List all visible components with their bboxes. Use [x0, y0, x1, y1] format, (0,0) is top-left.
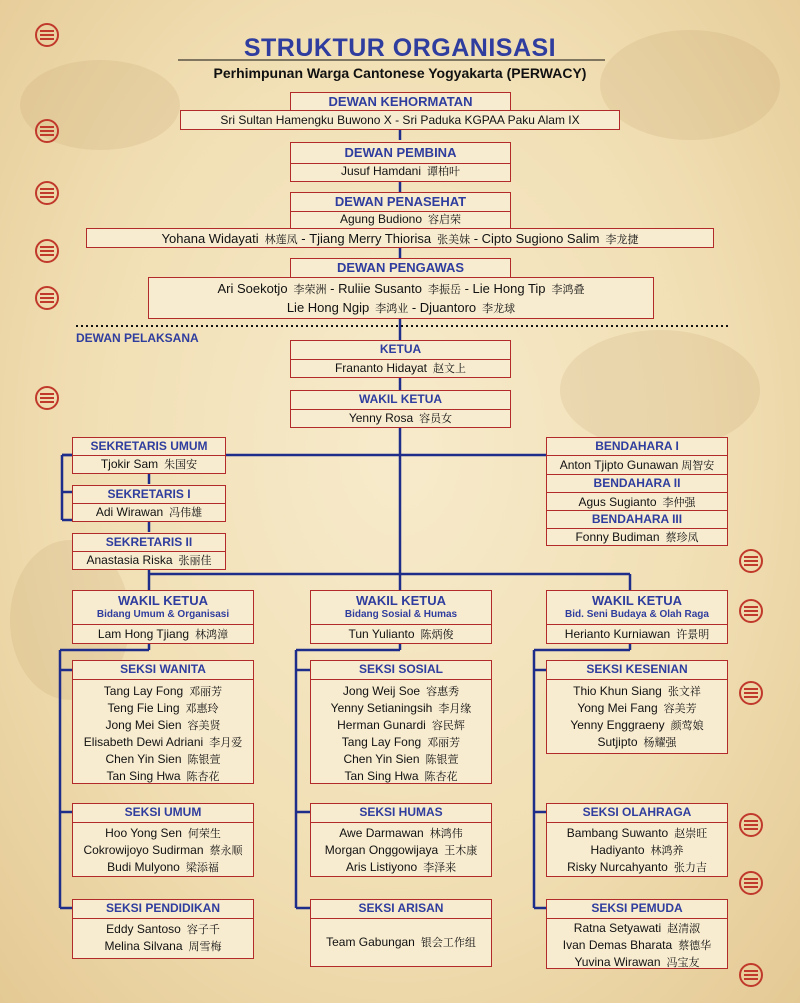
- dewan-penasehat-members: [87, 231, 713, 247]
- list-item: [73, 734, 253, 751]
- seksi-kesenian-members: [547, 683, 727, 751]
- member-chinese-name: 王木康: [444, 844, 478, 857]
- dewan-pembina-title: DEWAN PEMBINA: [291, 143, 510, 164]
- member-name: Cokrowijoyo Sudirman: [83, 843, 204, 857]
- member-name: Morgan Onggowijaya: [324, 843, 439, 857]
- member-name: Agung Budiono: [339, 212, 423, 226]
- member-chinese-name: 李月爱: [209, 736, 243, 749]
- seksi-umum-title: SEKSI UMUM: [73, 804, 253, 823]
- list-item: [547, 937, 727, 954]
- member-chinese-name: 张丽佳: [178, 554, 212, 567]
- member-chinese-name: 周智安: [681, 459, 715, 472]
- member-chinese-name: 容子千: [186, 923, 220, 936]
- list-item: [73, 700, 253, 717]
- member-name: Cipto Sugiono Salim: [481, 231, 600, 246]
- sekretaris-umum-box: [72, 437, 226, 474]
- member-chinese-name: 何荣生: [187, 827, 221, 840]
- member-chinese-name: 蔡永顺: [209, 844, 243, 857]
- member-name: Melina Silvana: [104, 939, 183, 953]
- member-chinese-name: 林鸿伟: [429, 827, 463, 840]
- bendahara-3-title: BENDAHARA III: [547, 510, 727, 529]
- member-name: Jong Weij Soe: [342, 684, 421, 698]
- member-name: Yenny Enggraeny: [570, 718, 665, 732]
- member-name: Tan Sing Hwa: [344, 769, 419, 783]
- member-name: Herman Gunardi: [337, 718, 426, 732]
- seksi-pendidikan-box: [72, 899, 254, 959]
- bendahara-2-member: [547, 495, 727, 510]
- member-name: Elisabeth Dewi Adriani: [83, 735, 204, 749]
- member-name: Jusuf Hamdani: [340, 164, 422, 178]
- separator: -: [464, 281, 473, 296]
- member-name: Yohana Widayati: [161, 231, 259, 246]
- member-name: Lie Hong Tip: [472, 281, 546, 296]
- dewan-penasehat-box: [290, 192, 511, 229]
- member-name: Fonny Budiman: [575, 530, 660, 544]
- seksi-pendidikan-title: SEKSI PENDIDIKAN: [73, 900, 253, 919]
- member-name: Ratna Setyawati: [573, 921, 662, 935]
- member-chinese-name: 赵文上: [433, 362, 467, 375]
- wakil-ketua-bidang-seni-member: [547, 627, 727, 642]
- member-chinese-name: 林莲凤: [264, 233, 298, 246]
- member-chinese-name: 陈杏花: [186, 770, 220, 783]
- member-chinese-name: 邓惠玲: [185, 702, 219, 715]
- dewan-penasehat-member: [291, 212, 510, 227]
- separator: -: [330, 281, 339, 296]
- list-item: [311, 751, 491, 768]
- member-name: Tang Lay Fong: [103, 684, 184, 698]
- wakil-ketua-title: WAKIL KETUA: [291, 391, 510, 410]
- sekretaris-2-box: [72, 533, 226, 570]
- list-item: [547, 734, 727, 751]
- list-item: [311, 842, 491, 859]
- dewan-kehormatan-title: DEWAN KEHORMATAN: [328, 94, 473, 109]
- list-item: [311, 825, 491, 842]
- list-item: [73, 717, 253, 734]
- member-chinese-name: 颜莺娘: [670, 719, 704, 732]
- dewan-kehormatan-header: [290, 92, 511, 111]
- member-name: Ari Soekotjo: [217, 281, 288, 296]
- member-chinese-name: 陈银萱: [187, 753, 221, 766]
- member-name: Aris Listiyono: [345, 860, 418, 874]
- seksi-humas-box: [310, 803, 492, 877]
- member-chinese-name: 李龙球: [482, 302, 516, 315]
- dewan-pengawas-row-1: [149, 280, 653, 299]
- list-item: [73, 825, 253, 842]
- dewan-pembina-member: [291, 164, 510, 179]
- dewan-kehormatan-members: Sri Sultan Hamengku Buwono X - Sri Paduka KGPAA Paku Alam IX: [220, 113, 580, 127]
- seksi-pendidikan-members: [73, 921, 253, 955]
- wakil-ketua-bidang-umum-box: [72, 590, 254, 644]
- wakil-title: WAKIL KETUA: [591, 593, 683, 608]
- member-chinese-name: 陈银萱: [425, 753, 459, 766]
- member-chinese-name: 容员女: [419, 412, 453, 425]
- dewan-penasehat-title: DEWAN PENASEHAT: [291, 193, 510, 212]
- member-name: Anastasia Riska: [86, 553, 173, 567]
- list-item: [73, 859, 253, 876]
- page-subtitle: Perhimpunan Warga Cantonese Yogyakarta (PERWACY): [213, 65, 587, 81]
- member-chinese-name: 赵崇旺: [674, 827, 708, 840]
- seksi-arisan-title: SEKSI ARISAN: [311, 900, 491, 919]
- member-chinese-name: 邓丽芳: [189, 685, 223, 698]
- sekretaris-2-member: [73, 553, 225, 568]
- list-item: [547, 825, 727, 842]
- list-item: [73, 768, 253, 785]
- member-chinese-name: 谭柏叶: [427, 165, 461, 178]
- member-chinese-name: 杨耀强: [643, 736, 677, 749]
- list-item: [311, 734, 491, 751]
- seksi-sosial-box: [310, 660, 492, 784]
- member-name: Team Gabungan: [326, 935, 415, 949]
- wakil-ketua-bidang-sosial-title: [311, 591, 491, 625]
- wakil-subtitle: Bidang Umum & Organisasi: [96, 609, 230, 620]
- bendahara-2-title: BENDAHARA II: [547, 474, 727, 493]
- member-name: Awe Darmawan: [339, 826, 424, 840]
- member-name: Risky Nurcahyanto: [567, 860, 668, 874]
- ketua-title: KETUA: [291, 341, 510, 360]
- seksi-kesenian-box: [546, 660, 728, 754]
- member-name: Anton Tjipto Gunawan: [559, 458, 679, 472]
- member-name: Tang Lay Fong: [341, 735, 422, 749]
- member-name: Hoo Yong Sen: [105, 826, 182, 840]
- seksi-humas-members: [311, 825, 491, 876]
- member-chinese-name: 陈杏花: [424, 770, 458, 783]
- list-item: [311, 859, 491, 876]
- sekretaris-1-member: [73, 505, 225, 520]
- wakil-subtitle: Bidang Sosial & Humas: [344, 609, 458, 620]
- member-name: Ivan Demas Bharata: [562, 938, 673, 952]
- member-name: Hadiyanto: [590, 843, 645, 857]
- dewan-pengawas-row-2: [149, 299, 653, 318]
- member-chinese-name: 邓丽芳: [427, 736, 461, 749]
- member-chinese-name: 陈炳俊: [420, 628, 454, 641]
- separator: -: [473, 231, 482, 246]
- dewan-pengawas-header: [290, 258, 511, 278]
- wakil-ketua-bidang-umum-title: [73, 591, 253, 625]
- list-item: [73, 751, 253, 768]
- member-name: Ruliie Susanto: [338, 281, 422, 296]
- member-name: Frananto Hidayat: [334, 361, 428, 375]
- seksi-wanita-box: [72, 660, 254, 784]
- member-chinese-name: 冯宝友: [666, 956, 700, 969]
- sekretaris-umum-member: [73, 457, 225, 472]
- wakil-subtitle: Bid. Seni Budaya & Olah Raga: [565, 609, 709, 620]
- member-chinese-name: 张文祥: [667, 685, 701, 698]
- member-name: Lie Hong Ngip: [286, 300, 370, 315]
- member-chinese-name: 容启荣: [428, 213, 462, 226]
- wakil-ketua-box: [290, 390, 511, 428]
- seksi-olahraga-title: SEKSI OLAHRAGA: [547, 804, 727, 823]
- member-name: Djuantoro: [419, 300, 477, 315]
- dewan-pelaksana-label: DEWAN PELAKSANA: [76, 331, 199, 345]
- seksi-pemuda-box: [546, 899, 728, 969]
- member-chinese-name: 李月缘: [438, 702, 472, 715]
- list-item: [547, 683, 727, 700]
- list-item: [311, 934, 491, 951]
- member-name: Tun Yulianto: [348, 627, 415, 641]
- wakil-ketua-bidang-seni-title: [547, 591, 727, 625]
- member-chinese-name: 银会工作组: [420, 936, 476, 949]
- seksi-pemuda-members: [547, 920, 727, 971]
- wakil-title: WAKIL KETUA: [355, 593, 447, 608]
- member-chinese-name: 林鸿养: [650, 844, 684, 857]
- bendahara-box: [546, 437, 728, 546]
- member-name: Chen Yin Sien: [343, 752, 420, 766]
- member-chinese-name: 朱国安: [164, 458, 198, 471]
- seksi-arisan-members: [311, 934, 491, 951]
- seksi-arisan-box: [310, 899, 492, 967]
- seksi-umum-box: [72, 803, 254, 877]
- member-chinese-name: 李振岳: [427, 283, 461, 296]
- bendahara-1-title: BENDAHARA I: [547, 438, 727, 456]
- member-name: Tan Sing Hwa: [106, 769, 181, 783]
- seksi-olahraga-members: [547, 825, 727, 876]
- seksi-pemuda-title: SEKSI PEMUDA: [547, 900, 727, 919]
- list-item: [547, 954, 727, 971]
- list-item: [73, 938, 253, 955]
- separator: -: [301, 231, 310, 246]
- list-item: [547, 842, 727, 859]
- member-name: Yuvina Wirawan: [574, 955, 661, 969]
- member-chinese-name: 李龙捷: [605, 233, 639, 246]
- wakil-title: WAKIL KETUA: [117, 593, 209, 608]
- member-name: Chen Yin Sien: [105, 752, 182, 766]
- member-chinese-name: 容美贤: [187, 719, 221, 732]
- member-name: Jong Mei Sien: [105, 718, 182, 732]
- dewan-pembina-box: [290, 142, 511, 182]
- member-name: Yenny Rosa: [348, 411, 414, 425]
- member-name: Budi Mulyono: [107, 860, 180, 874]
- member-name: Sutjipto: [597, 735, 638, 749]
- member-name: Yong Mei Fang: [577, 701, 658, 715]
- member-chinese-name: 李鸿叠: [551, 283, 585, 296]
- sekretaris-1-box: [72, 485, 226, 522]
- member-name: Tjiang Merry Thiorisa: [309, 231, 432, 246]
- member-name: Tjokir Sam: [100, 457, 159, 471]
- member-chinese-name: 李泽来: [423, 861, 457, 874]
- wakil-ketua-bidang-seni-box: [546, 590, 728, 644]
- member-chinese-name: 蔡珍凤: [665, 531, 699, 544]
- member-chinese-name: 林鸿漳: [195, 628, 229, 641]
- member-name: Yenny Setianingsih: [330, 701, 433, 715]
- wakil-ketua-member: [291, 411, 510, 426]
- sekretaris-2-title: SEKRETARIS II: [73, 534, 225, 552]
- member-name: Eddy Santoso: [106, 922, 181, 936]
- member-name: Adi Wirawan: [95, 505, 164, 519]
- member-name: Lam Hong Tjiang: [97, 627, 190, 641]
- list-item: [311, 683, 491, 700]
- member-name: Thio Khun Siang: [573, 684, 662, 698]
- dewan-penasehat-members-box: [86, 228, 714, 248]
- member-chinese-name: 李仲强: [662, 496, 696, 509]
- member-chinese-name: 冯伟雄: [169, 506, 203, 519]
- bendahara-1-member: [547, 458, 727, 473]
- member-chinese-name: 赵清淑: [667, 922, 701, 935]
- dewan-kehormatan-members-box: [180, 110, 620, 130]
- sekretaris-1-title: SEKRETARIS I: [73, 486, 225, 504]
- seksi-olahraga-box: [546, 803, 728, 877]
- dewan-pengawas-title: DEWAN PENGAWAS: [336, 260, 465, 275]
- dewan-pengawas-members-box: [148, 277, 654, 319]
- seksi-umum-members: [73, 825, 253, 876]
- member-chinese-name: 容民辉: [431, 719, 465, 732]
- page-title: STRUKTUR ORGANISASI: [243, 34, 557, 62]
- wakil-ketua-bidang-umum-member: [73, 627, 253, 642]
- bendahara-3-member: [547, 530, 727, 545]
- member-chinese-name: 梁添福: [185, 861, 219, 874]
- member-chinese-name: 李荣洲: [293, 283, 327, 296]
- list-item: [73, 921, 253, 938]
- seksi-sosial-title: SEKSI SOSIAL: [311, 661, 491, 680]
- list-item: [547, 700, 727, 717]
- member-chinese-name: 张力吉: [673, 861, 707, 874]
- list-item: [311, 768, 491, 785]
- member-chinese-name: 李鸿业: [375, 302, 409, 315]
- list-item: [547, 920, 727, 937]
- member-chinese-name: 周雪梅: [188, 940, 222, 953]
- member-chinese-name: 张美妹: [437, 233, 471, 246]
- member-chinese-name: 蔡德华: [678, 939, 712, 952]
- seksi-sosial-members: [311, 683, 491, 785]
- list-item: [547, 717, 727, 734]
- member-name: Bambang Suwanto: [566, 826, 669, 840]
- separator: -: [411, 300, 420, 315]
- seksi-wanita-members: [73, 683, 253, 785]
- list-item: [73, 842, 253, 859]
- ketua-box: [290, 340, 511, 378]
- ketua-member: [291, 361, 510, 376]
- member-name: Teng Fie Ling: [107, 701, 180, 715]
- sekretaris-umum-title: SEKRETARIS UMUM: [73, 438, 225, 456]
- seksi-humas-title: SEKSI HUMAS: [311, 804, 491, 823]
- seksi-wanita-title: SEKSI WANITA: [73, 661, 253, 680]
- member-chinese-name: 容美芳: [663, 702, 697, 715]
- list-item: [547, 859, 727, 876]
- list-item: [311, 700, 491, 717]
- wakil-ketua-bidang-sosial-member: [311, 627, 491, 642]
- seksi-kesenian-title: SEKSI KESENIAN: [547, 661, 727, 680]
- wakil-ketua-bidang-sosial-box: [310, 590, 492, 644]
- member-name: Herianto Kurniawan: [564, 627, 671, 641]
- member-name: Agus Sugianto: [578, 495, 657, 509]
- member-chinese-name: 容惠秀: [426, 685, 460, 698]
- list-item: [311, 717, 491, 734]
- list-item: [73, 683, 253, 700]
- member-chinese-name: 许景明: [676, 628, 710, 641]
